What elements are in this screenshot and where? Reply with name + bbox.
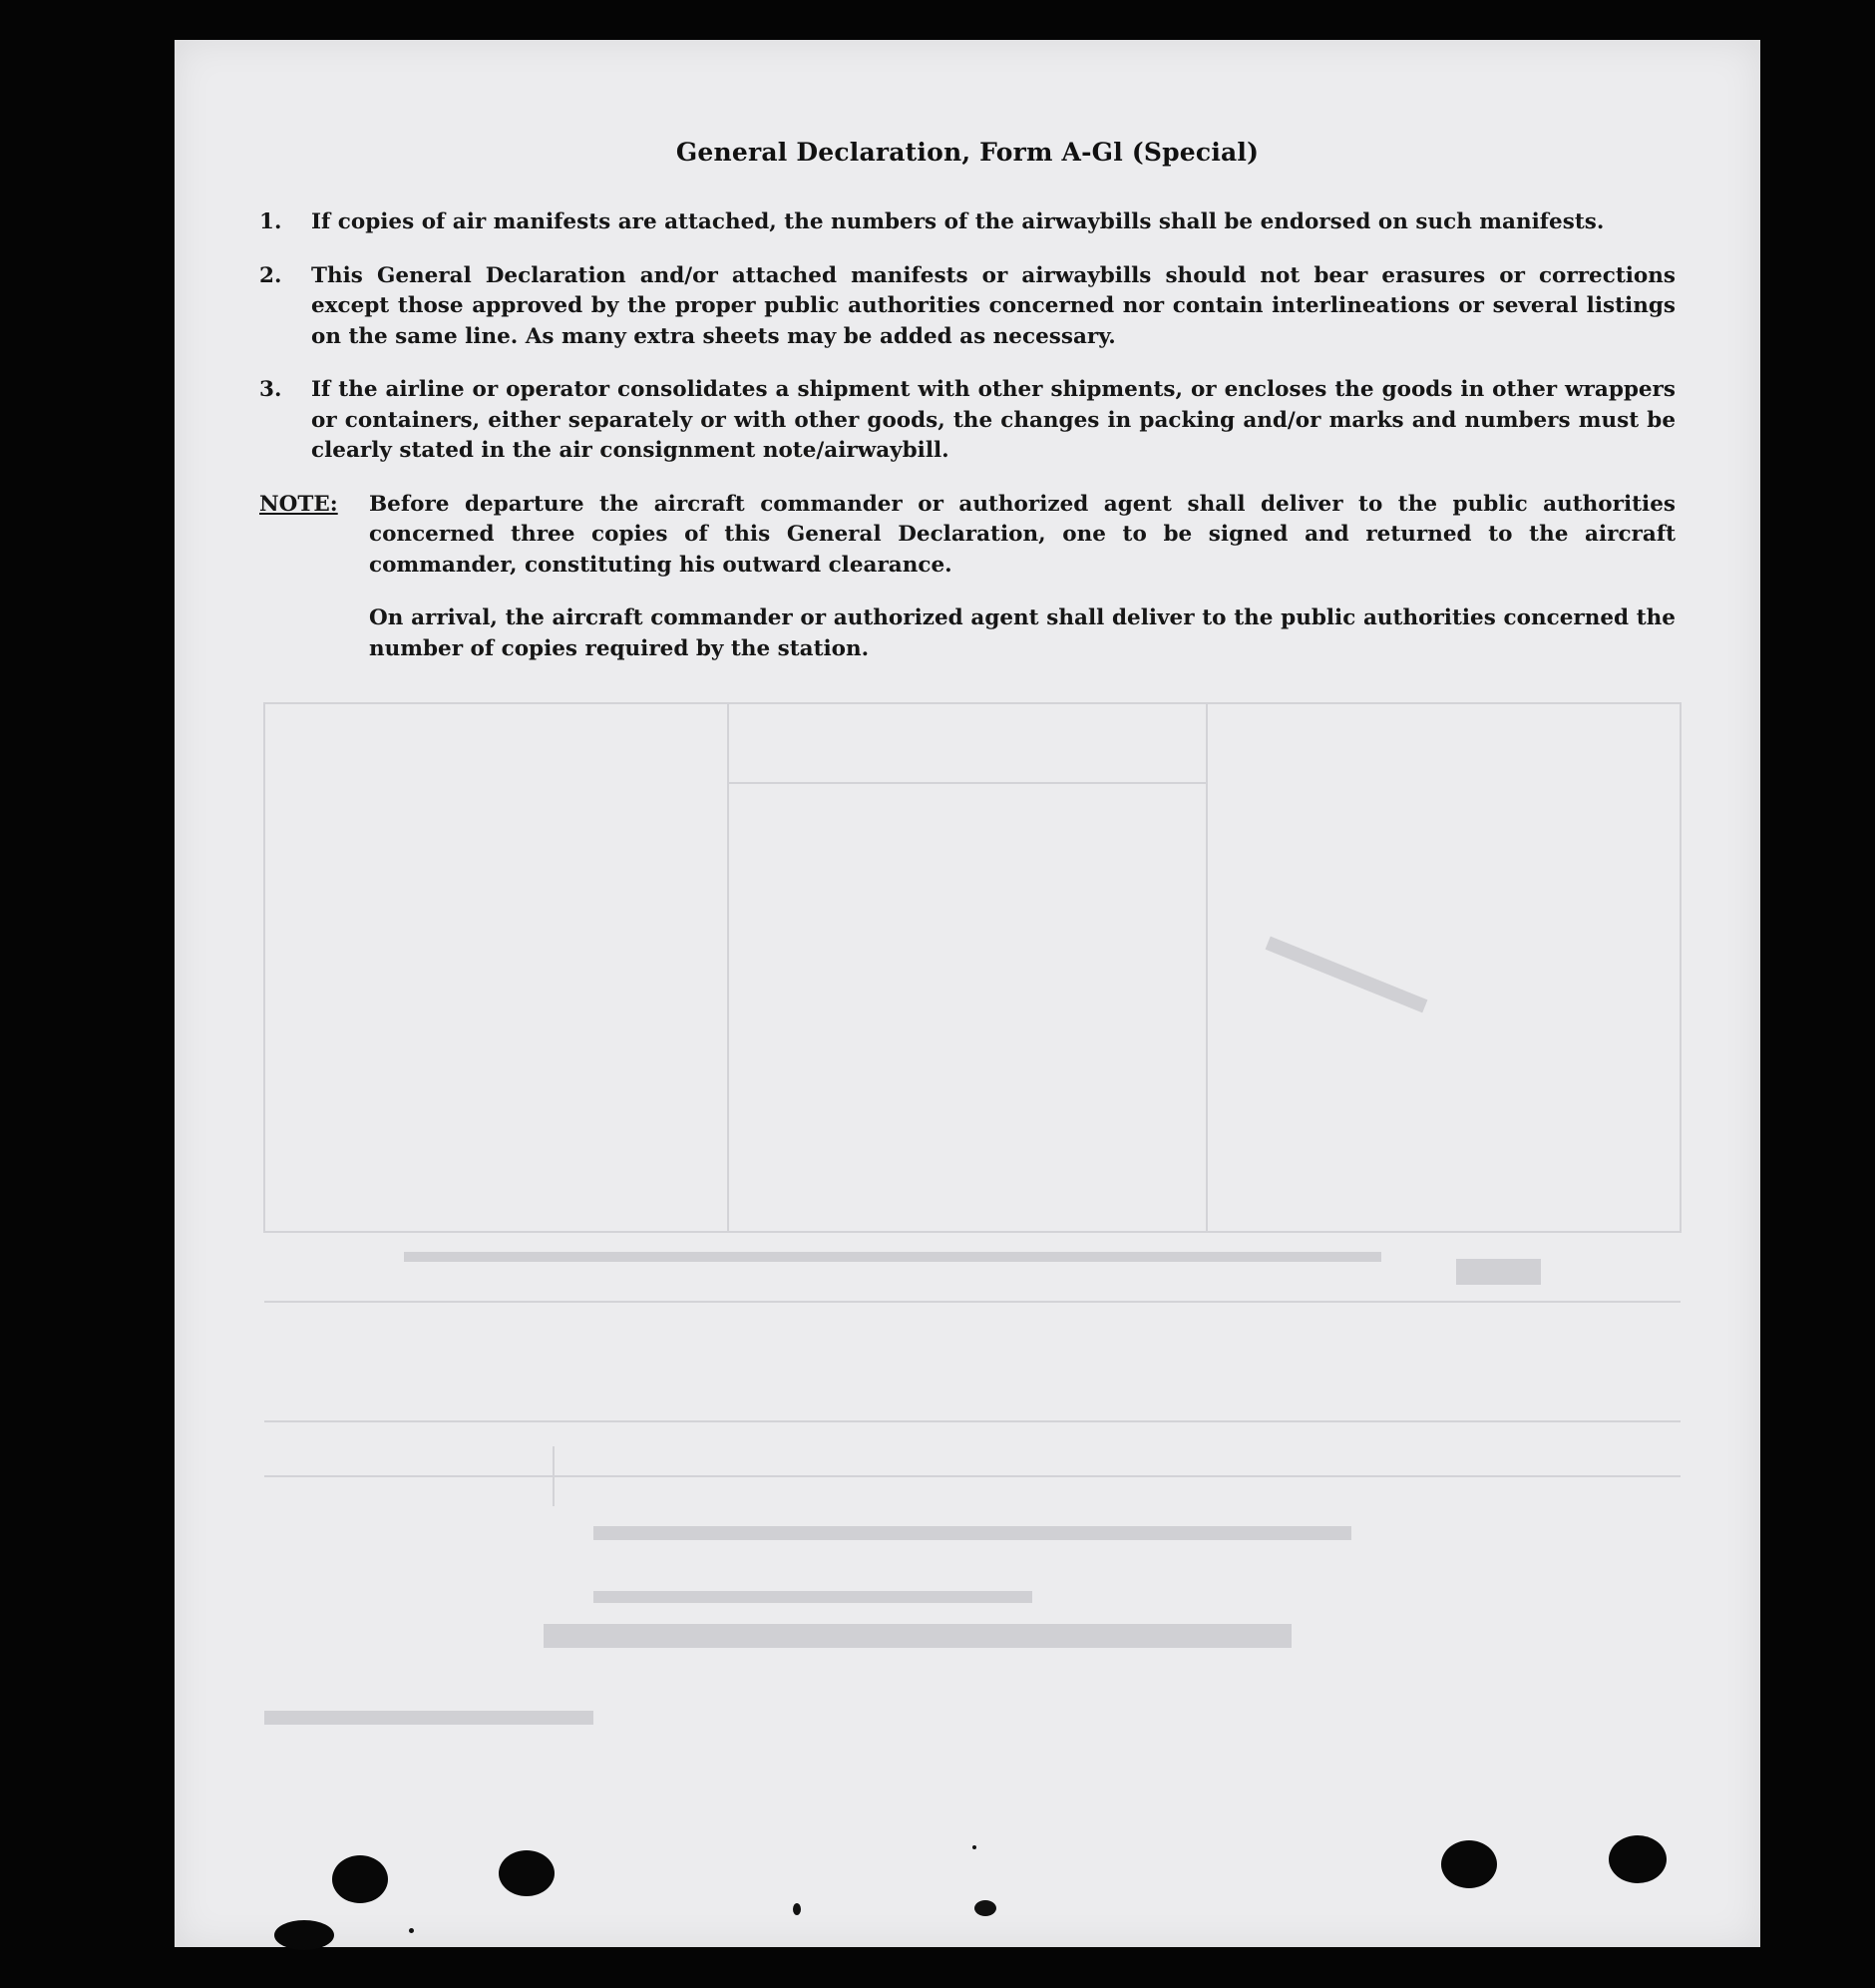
item-text: This General Declaration and/or attached manifests or airwaybills should not bear erasures or corrections except those approved by the proper public authorities concerned nor contain interlineations or several listings on the same line. As many extra sheets may be added as necessary. [311,262,1676,349]
punch-hole [499,1850,555,1896]
note-paragraph: On arrival, the aircraft commander or authorized agent shall deliver to the public authorities concerned the number of copies required by the station. [369,605,1676,661]
item-text: If copies of air manifests are attached, the numbers of the airwaybills shall be endorsed on such manifests. [311,209,1605,234]
item-number: 1. [259,209,282,234]
note-body [369,490,1676,688]
list-item [259,375,1676,467]
item-text: If the airline or operator consolidates a shipment with other shipments, or encloses the goods in other wrappers or containers, either separately or with other goods, the changes in packing and/or marks and numbers must be clearly stated in the air consignment note/airwaybill. [311,377,1676,463]
punch-hole [274,1920,334,1950]
ink-speck [974,1900,996,1916]
note-label: NOTE: [259,491,338,517]
punch-hole [1609,1835,1667,1883]
instructions-list [259,207,1676,687]
document-title: General Declaration, Form A-Gl (Special) [675,138,1260,167]
ink-speck [793,1903,801,1915]
list-item [259,261,1676,353]
ink-speck [972,1845,976,1849]
note-paragraph: Before departure the aircraft commander or authorized agent shall deliver to the public authorities concerned three copies of this General Declaration, one to be signed and returned to the aircraft commander, constituting his outward clearance. [369,491,1676,578]
ink-speck [409,1928,414,1933]
note-section [259,490,1676,688]
document-page [175,40,1760,1947]
punch-hole [332,1855,388,1903]
punch-hole [1441,1840,1497,1888]
item-number: 2. [259,262,282,288]
item-number: 3. [259,377,282,402]
list-item [259,207,1676,238]
